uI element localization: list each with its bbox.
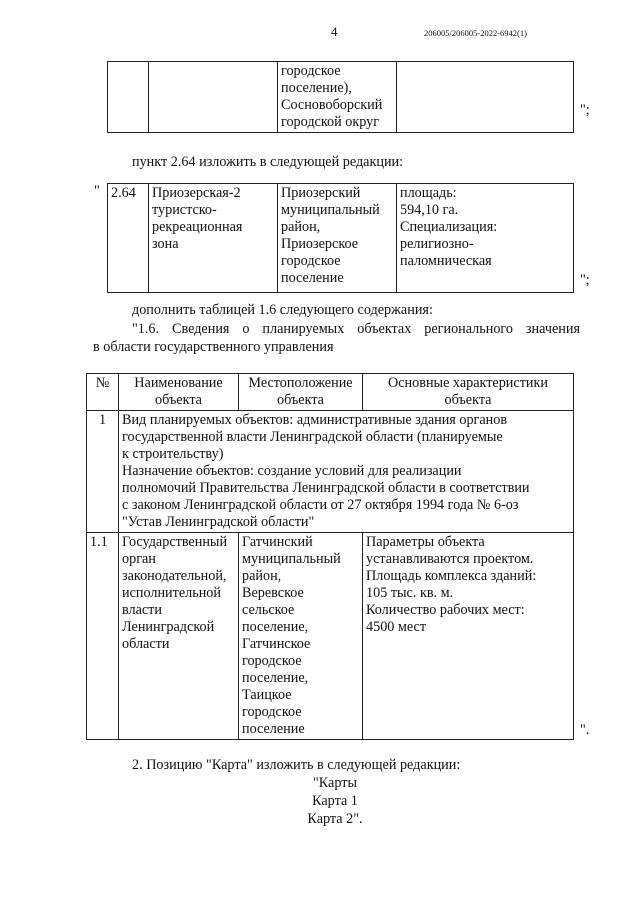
table-cell <box>108 62 149 133</box>
table-row <box>87 533 574 740</box>
table-cell: 2.64 <box>108 184 149 293</box>
paragraph-item-264: пункт 2.64 изложить в следующей редакции: <box>132 154 404 170</box>
closing-quote: "; <box>580 272 590 288</box>
cell-text: поселение), <box>281 80 352 96</box>
table-cell: 1.1 <box>87 533 119 740</box>
map-1: Карта 1 <box>312 793 358 809</box>
column-header: № <box>87 374 119 411</box>
table-row <box>108 62 574 133</box>
page-number: 4 <box>331 24 338 39</box>
table-row <box>108 184 574 293</box>
table-264 <box>107 183 574 293</box>
cell-text: городское <box>281 63 341 79</box>
table-continuation <box>107 61 574 133</box>
table-cell <box>397 62 574 133</box>
opening-quote: " <box>94 183 100 199</box>
table-cell: Вид планируемых объектов: административные здания органов государственной власти Ленинградской области (планируемые к строительству) Назначение объектов: создание условий для реализации полномочий Правительства Ленинградской области в соответствии с законом Ленинградской области от 27 октября 1994 года № 6-оз "Устав Ленинградской области" <box>119 411 574 533</box>
table-cell: 1 <box>87 411 119 533</box>
table-cell <box>149 62 278 133</box>
table-header-row <box>87 374 574 411</box>
column-header: Наименование объекта <box>119 374 239 411</box>
table-cell: Параметры объекта устанавливаются проектом. Площадь комплекса зданий: 105 тыс. кв. м. Количество рабочих мест: 4500 мест <box>363 533 574 740</box>
cell-text: Сосновоборский <box>281 97 383 113</box>
table-cell: Государственный орган законодательной, исполнительной власти Ленинградской области <box>119 533 239 740</box>
cell-text: городской округ <box>281 114 380 130</box>
maps-title: "Карты <box>312 775 357 791</box>
closing-quote: ". <box>580 722 590 738</box>
document-id: 206005/206005-2022-6942(1) <box>424 28 527 38</box>
table-cell: Приозерский муниципальный район, Приозерское городское поселение <box>278 184 397 293</box>
table-16 <box>86 373 574 740</box>
table-title-line1: "1.6. Сведения о планируемых объектах регионального значения <box>132 321 580 337</box>
paragraph-item-2: 2. Позицию "Карта" изложить в следующей редакции: <box>132 757 461 773</box>
table-title-line2: в области государственного управления <box>93 339 334 355</box>
map-2: Карта 2". <box>307 811 363 827</box>
paragraph-add-table: дополнить таблицей 1.6 следующего содержания: <box>132 302 433 318</box>
table-cell <box>278 62 397 133</box>
table-cell: площадь: 594,10 га. Специализация: религиозно- паломническая <box>397 184 574 293</box>
table-row <box>87 411 574 533</box>
column-header: Основные характеристики объекта <box>363 374 574 411</box>
table-cell: Гатчинский муниципальный район, Веревское сельское поселение, Гатчинское городское поселение, Таицкое городское поселение <box>239 533 363 740</box>
table-cell: Приозерская-2 туристско- рекреационная зона <box>149 184 278 293</box>
column-header: Местоположение объекта <box>239 374 363 411</box>
closing-quote: "; <box>580 102 590 118</box>
